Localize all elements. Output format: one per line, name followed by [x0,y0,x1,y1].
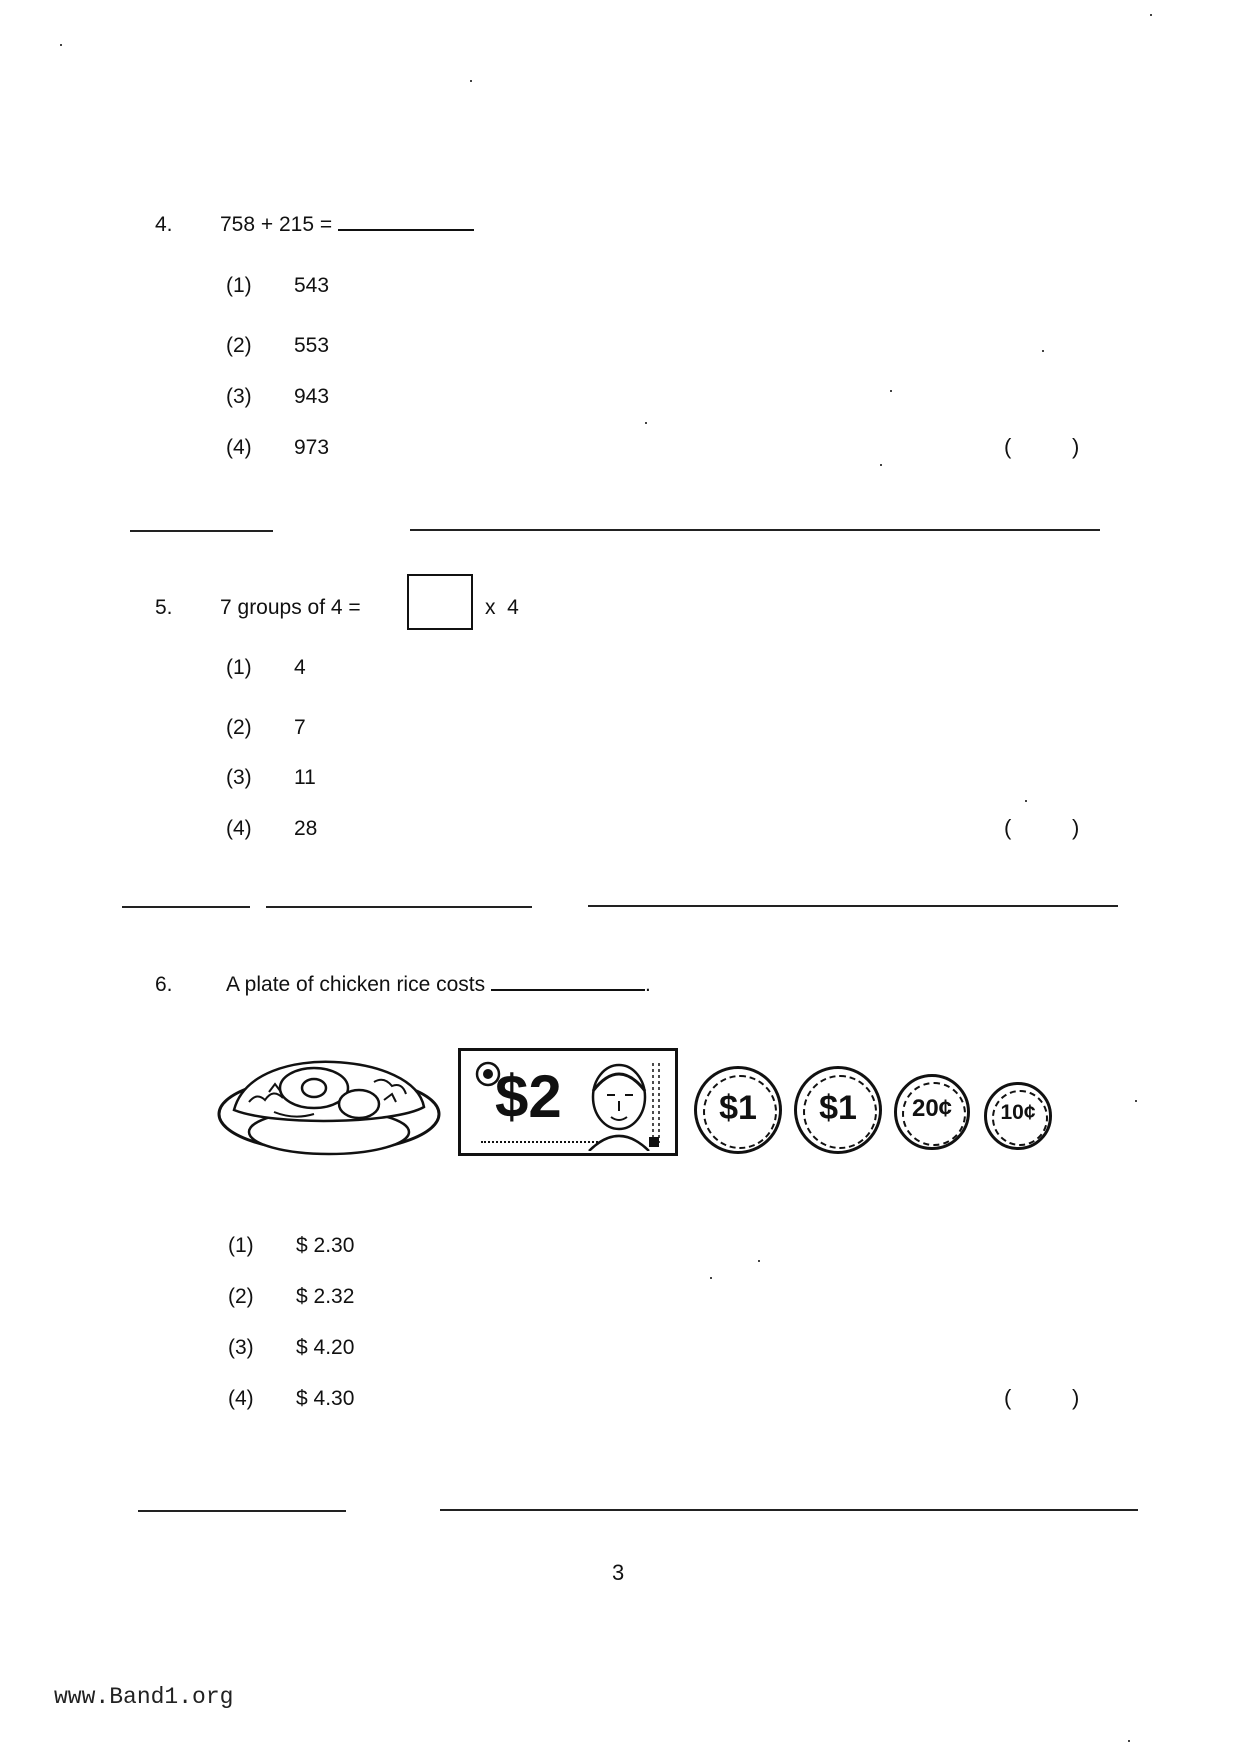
question-prompt: A plate of chicken rice costs [226,973,486,996]
option-number: (4) [228,1387,254,1410]
coin-ten-cents [984,1082,1052,1150]
question-prompt: 7 groups of 4 = [220,596,361,619]
answer-blank [338,229,474,231]
coin-one-dollar [794,1066,882,1154]
answer-box [407,574,473,630]
option-number: (2) [228,1285,254,1308]
option-number: (3) [226,385,252,408]
option-value: 973 [294,436,330,459]
option-value: 28 [294,817,318,840]
option-number: (1) [226,274,252,297]
footer-website: www.Band1.org [54,1684,234,1710]
option-value: $ 4.30 [296,1387,355,1410]
coin-value: $1 [819,1089,857,1127]
option-number: (3) [226,766,252,789]
answer-close-paren: ) [1072,815,1080,840]
question-number: 5. [155,596,173,619]
note-value: $2 [495,1063,562,1130]
note-serial [481,1141,601,1143]
answer-open-paren: ( [1004,434,1012,459]
option-number: (1) [228,1234,254,1257]
scan-speck [60,44,62,46]
answer-blank [491,989,645,991]
question-number: 4. [155,213,173,236]
section-divider [588,905,1118,907]
option-value: $ 2.30 [296,1234,355,1257]
scan-speck [1135,1100,1137,1102]
question-multiplier: x 4 [485,596,519,619]
answer-open-paren: ( [1004,1385,1012,1410]
option-value: 11 [294,766,316,789]
option-number: (2) [226,334,252,357]
scan-speck [1042,350,1044,352]
section-divider [266,906,532,908]
option-number: (3) [228,1336,254,1359]
section-divider [138,1510,346,1512]
page-number: 3 [612,1560,625,1585]
scan-speck [890,390,892,392]
option-value: 943 [294,385,330,408]
question-period: . [644,973,651,996]
answer-open-paren: ( [1004,815,1012,840]
option-value: 4 [294,656,306,679]
option-number: (2) [226,716,252,739]
coin-one-dollar [694,1066,782,1154]
scan-speck [1025,800,1027,802]
section-divider [440,1509,1138,1511]
scan-speck [1150,14,1152,16]
option-number: (4) [226,817,252,840]
scan-speck [758,1260,760,1262]
scan-speck [710,1277,712,1279]
scan-speck [880,464,882,466]
coin-value: 10¢ [1000,1101,1036,1124]
option-number: (1) [226,656,252,679]
coin-value: $1 [719,1089,757,1127]
chicken-rice-plate-icon [214,1052,444,1172]
option-value: 553 [294,334,330,357]
coin-twenty-cents [894,1074,970,1150]
option-value: 7 [294,716,306,739]
section-divider [122,906,250,908]
portrait-icon [579,1055,667,1151]
answer-close-paren: ) [1072,434,1080,459]
answer-close-paren: ) [1072,1385,1080,1410]
question-text [220,213,474,237]
section-divider [130,530,273,532]
scan-speck [470,80,472,82]
option-value: $ 4.20 [296,1336,355,1359]
two-dollar-note [458,1048,678,1156]
section-divider [410,529,1100,531]
scan-speck [1128,1740,1130,1742]
question-number: 6. [155,973,173,996]
coin-value: 20¢ [911,1095,953,1122]
question-prompt: 758 + 215 = [220,213,333,236]
option-number: (4) [226,436,252,459]
question-text [226,973,651,997]
option-value: $ 2.32 [296,1285,355,1308]
option-value: 543 [294,274,330,297]
scan-speck [645,422,647,424]
